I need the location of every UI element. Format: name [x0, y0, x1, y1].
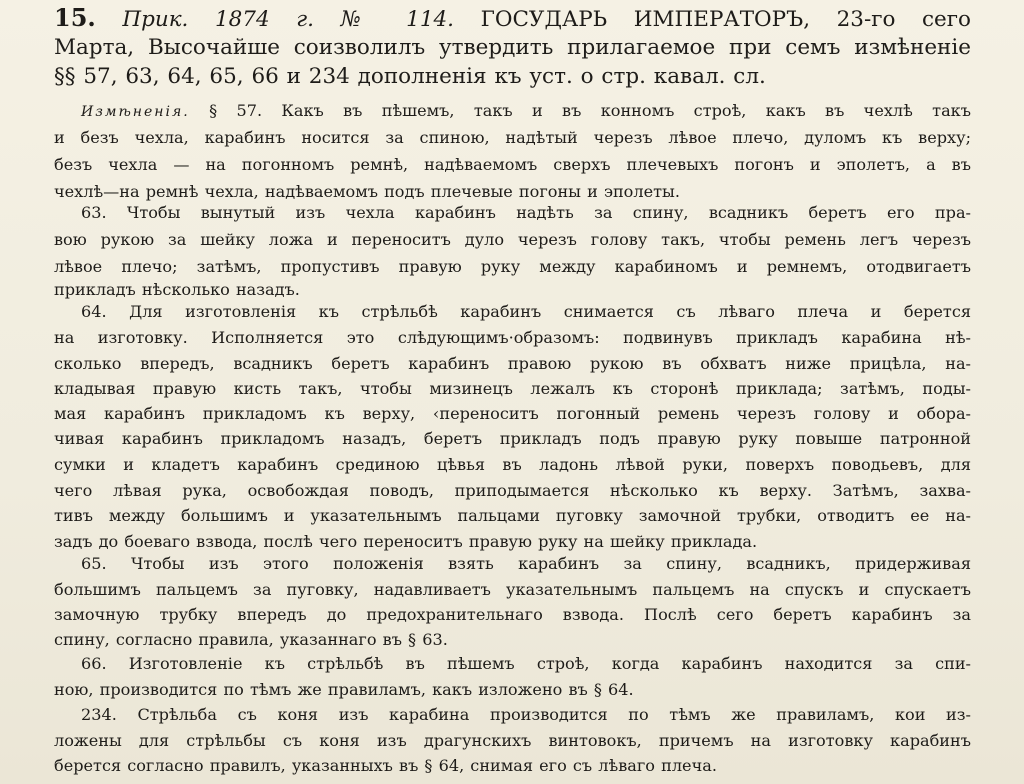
- paragraph-57-line-3: безъ чехла — на погонномъ ремнѣ, надѣваемомъ сверхъ плечевыхъ погонъ и эполетъ, а въ: [54, 155, 971, 174]
- header-line-2: Марта, Высочайше соизволилъ утвердить прилагаемое при семъ измѣненіе: [54, 35, 971, 60]
- paragraph-63-line-3: лѣвое плечо; затѣмъ, пропустивъ правую руку между карабиномъ и ремнемъ, отодвигаетъ: [54, 257, 971, 276]
- paragraph-64-line-6: чивая карабинъ прикладомъ назадъ, беретъ прикладъ подъ правую руку повыше патронной: [54, 429, 971, 448]
- paragraph-57-line-1: [54, 103, 971, 120]
- paragraph-234-line-2: ложены для стрѣльбы съ коня изъ драгунскихъ винтовокъ, причемъ на изготовку карабинъ: [54, 731, 971, 750]
- paragraph-57-line-2: и безъ чехла, карабинъ носится за спиною, надѣтый черезъ лѣвое плечо, дуломъ къ верху;: [54, 128, 971, 147]
- paragraph-64-line-10: задъ до боеваго взвода, послѣ чего переноситъ правую руку на шейку приклада.: [54, 532, 758, 551]
- paragraph-64-line-1: 64. Для изготовленія къ стрѣльбѣ карабинъ снимается съ лѣваго плеча и берется: [81, 302, 971, 321]
- paragraph-66-line-2: ною, производится по тѣмъ же правиламъ, какъ изложено въ § 64.: [54, 680, 634, 699]
- paragraph-57-line-4: чехлѣ—на ремнѣ чехла, надѣваемомъ подъ плечевые погоны и эполеты.: [54, 182, 680, 201]
- paragraph-66-line-1: 66. Изготовленіе къ стрѣльбѣ въ пѣшемъ строѣ, когда карабинъ находится за спи-: [81, 654, 971, 673]
- header-line-1-rest: ГОСУДАРЬ ИМПЕРАТОРЪ, 23-го сего: [480, 7, 971, 32]
- paragraph-234-line-3: берется согласно правилъ, указанныхъ въ § 64, снимая его съ лѣваго плеча.: [54, 756, 717, 775]
- header-line-3: §§ 57, 63, 64, 65, 66 и 234 дополненія къ уст. о стр. кавал. сл.: [54, 64, 766, 89]
- paragraph-63-line-1: 63. Чтобы вынутый изъ чехла карабинъ надѣть за спину, всадникъ беретъ его пра-: [81, 203, 971, 222]
- paragraph-64-line-4: кладывая правую кисть такъ, чтобы мизинецъ лежалъ къ сторонѣ приклада; затѣмъ, поды-: [54, 379, 971, 398]
- paragraph-64-line-7: сумки и кладетъ карабинъ срединою цѣвья въ ладонь лѣвой руки, поверхъ поводьевъ, для: [54, 455, 971, 474]
- paragraph-234-line-1: 234. Стрѣльба съ коня изъ карабина производится по тѣмъ же правиламъ, кои из-: [81, 705, 971, 724]
- paragraph-64-line-8: чего лѣвая рука, освобождая поводъ, приподымается нѣсколько къ верху. Затѣмъ, захва-: [54, 481, 971, 500]
- paragraph-65-line-3: замочную трубку впередъ до предохранительнаго взвода. Послѣ сего беретъ карабинъ за: [54, 605, 971, 624]
- paragraph-57-first-text: § 57. Какъ въ пѣшемъ, такъ и въ конномъ строѣ, какъ въ чехлѣ такъ: [209, 101, 971, 120]
- paragraph-64-line-3: сколько впередъ, всадникъ беретъ карабинъ правою рукою въ обхватъ ниже прицѣла, на-: [54, 354, 971, 373]
- paragraph-65-line-4: спину, согласно правила, указаннаго въ § 63.: [54, 630, 448, 649]
- paragraph-64-line-2: на изготовку. Исполняется это слѣдующимъ·образомъ: подвинувъ прикладъ карабина нѣ-: [54, 328, 971, 347]
- paragraph-64-line-9: тивъ между большимъ и указательнымъ пальцами пуговку замочной трубки, отводитъ ее на-: [54, 506, 971, 525]
- amendment-label: Измѣненія.: [81, 104, 190, 120]
- order-reference: Прик. 1874 г. № 114.: [122, 7, 455, 32]
- paragraph-65-line-2: большимъ пальцемъ за пуговку, надавливаетъ указательнымъ пальцемъ на спускъ и спускаетъ: [54, 580, 971, 599]
- paragraph-63-line-2: вою рукою за шейку ложа и переноситъ дуло черезъ голову такъ, чтобы ремень легъ черезъ: [54, 230, 971, 249]
- paragraph-65-line-1: 65. Чтобы изъ этого положенія взять карабинъ за спину, всадникъ, придерживая: [81, 554, 971, 573]
- header-line-1: [54, 3, 971, 32]
- paragraph-64-line-5: мая карабинъ прикладомъ къ верху, ‹переноситъ погонный ремень черезъ голову и обора-: [54, 404, 971, 423]
- paragraph-63-line-4: прикладъ нѣсколько назадъ.: [54, 280, 300, 299]
- article-number: 15.: [54, 3, 96, 32]
